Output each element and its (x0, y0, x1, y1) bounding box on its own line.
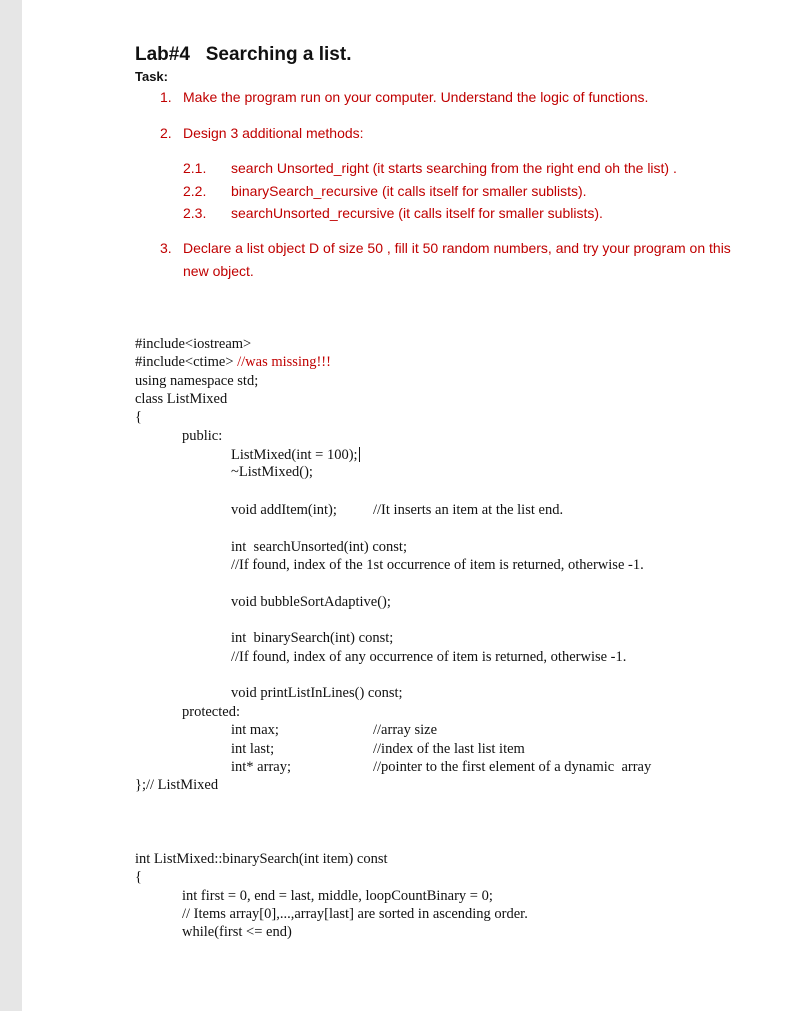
code-bubble-sort: void bubbleSortAdaptive(); (231, 594, 391, 610)
task-3-text-line2: new object. (183, 263, 254, 279)
code-brace-open: { (135, 409, 142, 425)
subtask-2-3-number: 2.3. (183, 205, 207, 221)
code-add-item-comment: //It inserts an item at the list end. (373, 502, 564, 518)
document-page (22, 0, 792, 1011)
subtask-2-2-number: 2.2. (183, 183, 207, 199)
subtask-2-3-text: searchUnsorted_recursive (it calls itself for smaller sublists). (231, 205, 603, 221)
code-add-item: void addItem(int); (231, 502, 337, 518)
code-missing-comment: //was missing!!! (237, 354, 331, 370)
code-constructor (231, 447, 360, 463)
subtask-2-1-number: 2.1. (183, 160, 207, 176)
code-function-declaration: int ListMixed::binarySearch(int item) const (135, 851, 388, 867)
code-class-declaration: class ListMixed (135, 391, 228, 407)
code-function-line-1: int first = 0, end = last, middle, loopCountBinary = 0; (182, 888, 493, 904)
task-2-number: 2. (160, 125, 172, 141)
code-constructor-text: ListMixed(int = 100); (231, 447, 358, 463)
code-member-last: int last; (231, 741, 275, 757)
code-binary-search-comment: //If found, index of any occurrence of item is returned, otherwise -1. (231, 649, 627, 665)
code-protected-label: protected: (182, 704, 240, 720)
code-member-last-comment: //index of the last list item (373, 741, 525, 757)
subtask-2-2-text: binarySearch_recursive (it calls itself for smaller sublists). (231, 183, 587, 199)
task-3-number: 3. (160, 240, 172, 256)
code-using-namespace: using namespace std; (135, 373, 259, 389)
code-search-unsorted-comment: //If found, index of the 1st occurrence of item is returned, otherwise -1. (231, 557, 644, 573)
code-include-ctime (135, 355, 331, 370)
code-include-iostream: #include<iostream> (135, 336, 252, 352)
code-function-line-3: while(first <= end) (182, 924, 292, 940)
code-public-label: public: (182, 428, 223, 444)
code-destructor: ~ListMixed(); (231, 464, 313, 480)
task-3-text-line1: Declare a list object D of size 50 , fill it 50 random numbers, and try your program on this (183, 240, 731, 256)
code-member-max-comment: //array size (373, 722, 438, 738)
lab-title: Lab#4 Searching a list. (135, 44, 352, 65)
task-1-number: 1. (160, 89, 172, 105)
task-label: Task: (135, 69, 168, 84)
code-include-ctime-text: #include<ctime> (135, 354, 238, 370)
subtask-2-1-text: search Unsorted_right (it starts searching from the right end oh the list) . (231, 160, 677, 176)
task-2-text: Design 3 additional methods: (183, 125, 364, 141)
code-function-brace: { (135, 869, 142, 885)
code-class-end: };// ListMixed (135, 777, 219, 793)
code-search-unsorted: int searchUnsorted(int) const; (231, 539, 407, 555)
code-member-array: int* array; (231, 759, 291, 775)
code-binary-search: int binarySearch(int) const; (231, 630, 394, 646)
code-member-array-comment: //pointer to the first element of a dynamic array (373, 759, 652, 775)
text-cursor (359, 447, 360, 462)
code-print-list: void printListInLines() const; (231, 685, 403, 701)
code-function-line-2: // Items array[0],...,array[last] are sorted in ascending order. (182, 906, 528, 922)
task-1-text: Make the program run on your computer. Understand the logic of functions. (183, 89, 649, 105)
code-member-max: int max; (231, 722, 279, 738)
